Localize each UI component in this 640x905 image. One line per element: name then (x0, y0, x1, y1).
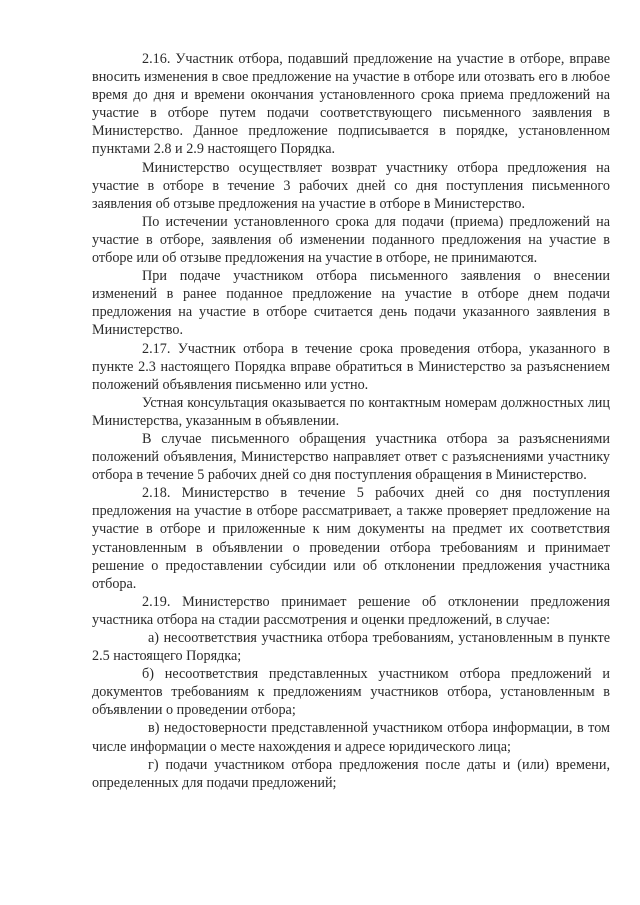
paragraph-written-request: В случае письменного обращения участника отбора за разъяснениями положений объявления, Министерство направляет ответ с разъяснениями участнику отбора в течение 5 рабочих дней со дня поступления обращения в Министерство. (92, 430, 610, 484)
list-item-g: г) подачи участником отбора предложения после даты и (или) времени, определенных для подачи предложений; (92, 756, 610, 791)
paragraph-2-19: 2.19. Министерство принимает решение об отклонении предложения участника отбора на стадии рассмотрения и оценки предложений, в случае: (92, 593, 610, 628)
list-item-a: а) несоответствия участника отбора требованиям, установленным в пункте 2.5 настоящего Порядка; (92, 630, 610, 665)
paragraph-2-18: 2.18. Министерство в течение 5 рабочих дней со дня поступления предложения на участие в отборе рассматривает, а также проверяет предложение на участие в отборе и приложенные к ним документы на предмет их соответствия установленным в объявлении о проведении отбора требованиям и принимает решение о предоставлении субсидии или об отклонении предложения участника отбора. (92, 485, 610, 592)
list-item-b: б) несоответствия представленных участником отбора предложений и документов требованиям к предложениям участников отбора, установленным в объявлении о проведении отбора; (92, 666, 610, 719)
paragraph-2-16: 2.16. Участник отбора, подавший предложение на участие в отборе, вправе вносить изменения в свое предложение на участие в отборе или отозвать его в любое время до дня и времени окончания установленного срока приема предложений на участие в отборе путем подачи соответствующего письменного заявления в Министерство. Данное предложение подписывается в порядке, установленном пунктами 2.8 и 2.9 настоящего Порядка. (92, 51, 610, 158)
paragraph-deadline-expiry: По истечении установленного срока для подачи (приема) предложений на участие в отборе, заявления об изменении поданного предложения на участие в отборе или об отзыве предложения на участие в отборе, не принимаются. (92, 213, 610, 267)
paragraph-2-17: 2.17. Участник отбора в течение срока проведения отбора, указанного в пункте 2.3 настоящего Порядка вправе обратиться в Министерство за разъяснением положений объявления письменно или устно. (92, 340, 610, 393)
paragraph-change-submission: При подаче участником отбора письменного заявления о внесении изменений в ранее поданное предложение на участие в отборе днем подачи предложения на участие в отборе считается день подачи указанного заявления в Министерство. (92, 268, 610, 339)
list-item-v: в) недостоверности представленной участником отбора информации, в том числе информации о месте нахождения и адресе юридического лица; (92, 720, 610, 755)
paragraph-return-proposal: Министерство осуществляет возврат участнику отбора предложения на участие в отборе в течение 3 рабочих дней со дня поступления письменного заявления об отзыве предложения на участие в отборе в Министерство. (92, 159, 610, 212)
paragraph-oral-consultation: Устная консультация оказывается по контактным номерам должностных лиц Министерства, указанным в объявлении. (92, 394, 610, 429)
